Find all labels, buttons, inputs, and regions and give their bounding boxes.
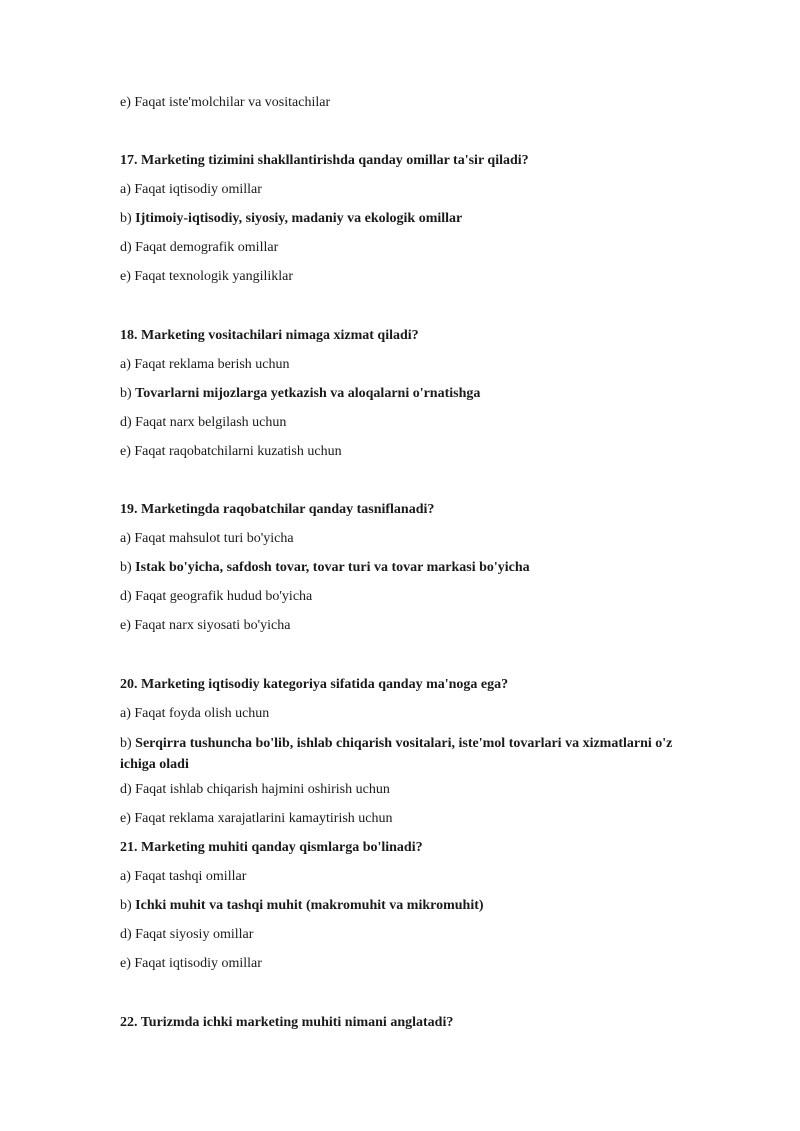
- q17-option-a: a) Faqat iqtisodiy omillar: [120, 182, 262, 197]
- q19-correct-answer: Istak bo'yicha, safdosh tovar, tovar turi va tovar markasi bo'yicha: [135, 560, 530, 575]
- q20-option-d: d) Faqat ishlab chiqarish hajmini oshirish uchun: [120, 782, 390, 797]
- option-prefix: b): [120, 211, 136, 226]
- question-19: 19. Marketingda raqobatchilar qanday tasniflanadi?: [120, 502, 435, 517]
- option-prefix: b): [120, 560, 136, 575]
- q19-option-a: a) Faqat mahsulot turi bo'yicha: [120, 531, 294, 546]
- question-18: 18. Marketing vositachilari nimaga xizmat qiladi?: [120, 328, 419, 343]
- q21-option-e: e) Faqat iqtisodiy omillar: [120, 956, 262, 971]
- q20-option-b: [120, 733, 710, 775]
- q17-option-e: e) Faqat texnologik yangiliklar: [120, 269, 294, 284]
- q18-option-a: a) Faqat reklama berish uchun: [120, 357, 290, 372]
- q17-option-d: d) Faqat demografik omillar: [120, 240, 279, 255]
- q21-option-b: [120, 897, 484, 915]
- q20-correct-answer: Serqirra tushuncha bo'lib, ishlab chiqarish vositalari, iste'mol tovarlari va xizmatlarni o'z ichiga oladi: [120, 736, 673, 772]
- question-17: 17. Marketing tizimini shakllantirishda qanday omillar ta'sir qiladi?: [120, 153, 529, 168]
- q19-option-b: [120, 559, 530, 577]
- q21-option-a: a) Faqat tashqi omillar: [120, 869, 247, 884]
- q18-option-b: [120, 385, 480, 403]
- question-21: 21. Marketing muhiti qanday qismlarga bo'linadi?: [120, 840, 423, 855]
- q17-option-b: [120, 210, 462, 228]
- question-20: 20. Marketing iqtisodiy kategoriya sifatida qanday ma'noga ega?: [120, 677, 509, 692]
- q19-option-e: e) Faqat narx siyosati bo'yicha: [120, 618, 291, 633]
- q20-option-e: e) Faqat reklama xarajatlarini kamaytirish uchun: [120, 811, 393, 826]
- answer-option-e: e) Faqat iste'molchilar va vositachilar: [120, 95, 331, 110]
- option-prefix: b): [120, 386, 136, 401]
- option-prefix: b): [120, 736, 136, 751]
- question-22: 22. Turizmda ichki marketing muhiti nimani anglatadi?: [120, 1015, 454, 1030]
- q17-correct-answer: Ijtimoiy-iqtisodiy, siyosiy, madaniy va ekologik omillar: [135, 211, 463, 226]
- q21-option-d: d) Faqat siyosiy omillar: [120, 927, 254, 942]
- q18-correct-answer: Tovarlarni mijozlarga yetkazish va aloqalarni o'rnatishga: [135, 386, 481, 401]
- option-prefix: b): [120, 898, 136, 913]
- q19-option-d: d) Faqat geografik hudud bo'yicha: [120, 589, 313, 604]
- q18-option-e: e) Faqat raqobatchilarni kuzatish uchun: [120, 444, 342, 459]
- q18-option-d: d) Faqat narx belgilash uchun: [120, 415, 287, 430]
- q21-correct-answer: Ichki muhit va tashqi muhit (makromuhit va mikromuhit): [135, 898, 484, 913]
- q20-option-a: a) Faqat foyda olish uchun: [120, 706, 270, 721]
